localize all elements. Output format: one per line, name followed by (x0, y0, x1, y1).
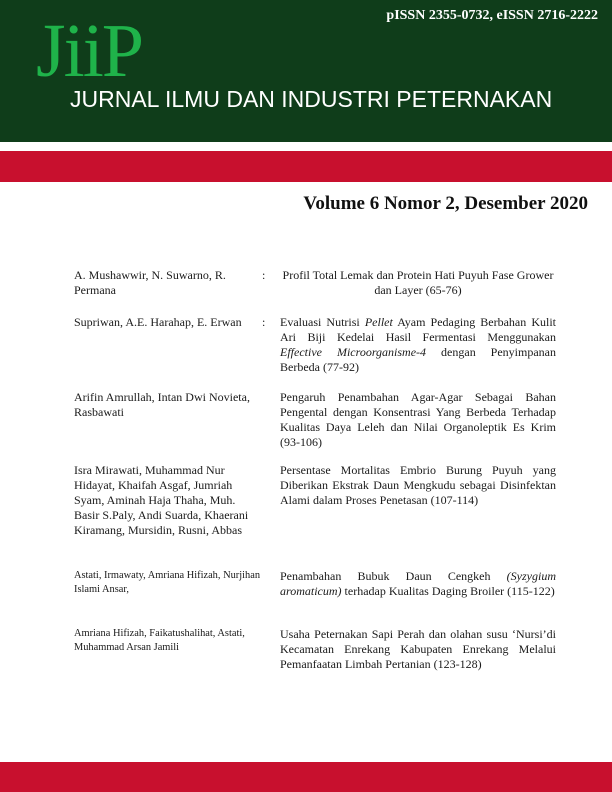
title-italic-part: (Syzygium aromaticum) (280, 569, 556, 598)
title-part: Penambahan Bubuk Daun Cengkeh (280, 569, 507, 583)
title-part: Ayam Pedaging Berbahan Kulit Ari Biji Kedelai Hasil Fermentasi Menggunakan (280, 315, 557, 344)
article-authors: A. Mushawwir, N. Suwarno, R. Permana (74, 268, 226, 297)
journal-logo: JiiP (36, 9, 143, 93)
red-divider-band (0, 151, 612, 182)
journal-header (0, 0, 612, 142)
article-authors: Arifin Amrullah, Intan Dwi Novieta, Rasbawati (74, 390, 250, 419)
separator-colon: : (262, 268, 266, 282)
article-authors: Supriwan, A.E. Harahap, E. Erwan (74, 315, 242, 329)
article-authors: Amriana Hifizah, Faikatushalihat, Astati, Muhammad Arsan Jamili (74, 628, 245, 653)
article-title: Pengaruh Penambahan Agar-Agar Sebagai Bahan Pengental dengan Konsentrasi Yang Berbeda Terhadap Kualitas Daya Leleh dan Nilai Organoleptik Es Krim (93-106) (280, 390, 556, 449)
title-italic-part: Effective Microorganisme-4 (280, 345, 427, 359)
article-title (280, 569, 556, 599)
title-part: Evaluasi Nutrisi (280, 315, 365, 329)
volume-heading: Volume 6 Nomor 2, Desember 2020 (303, 193, 588, 214)
article-title: Persentase Mortalitas Embrio Burung Puyuh yang Diberikan Ekstrak Daun Mengkudu sebagai Disinfektan Alami dalam Proses Penetasan (107-114) (280, 463, 556, 507)
article-title (280, 315, 556, 375)
title-italic-part: Pellet (364, 315, 393, 329)
article-authors: Astati, Irmawaty, Amriana Hifizah, Nurjihan Islami Ansar, (74, 570, 261, 595)
article-authors: Isra Mirawati, Muhammad Nur Hidayat, Khaifah Asgaf, Jumriah Syam, Aminah Haja Thaha, Muh. Basir S.Paly, Andi Suarda, Khaerani Kiramang, Mursidin, Rusni, Abbas (74, 463, 249, 537)
issn-text: pISSN 2355-0732, eISSN 2716-2222 (386, 8, 598, 23)
article-title: Profil Total Lemak dan Protein Hati Puyuh Fase Grower dan Layer (65-76) (282, 268, 554, 297)
footer-red-band (0, 762, 612, 792)
title-part: terhadap Kualitas Daging Broiler (115-122) (341, 584, 555, 598)
article-title: Usaha Peternakan Sapi Perah dan olahan susu ‘Nursi’di Kecamatan Enrekang Kabupaten Enrekang Melalui Pemanfaatan Limbah Pertanian (123-128) (280, 627, 556, 671)
separator-colon: : (262, 315, 266, 329)
title-part: dengan Penyimpanan Berbeda (77-92) (280, 345, 556, 374)
journal-name: JURNAL ILMU DAN INDUSTRI PETERNAKAN (70, 86, 553, 112)
